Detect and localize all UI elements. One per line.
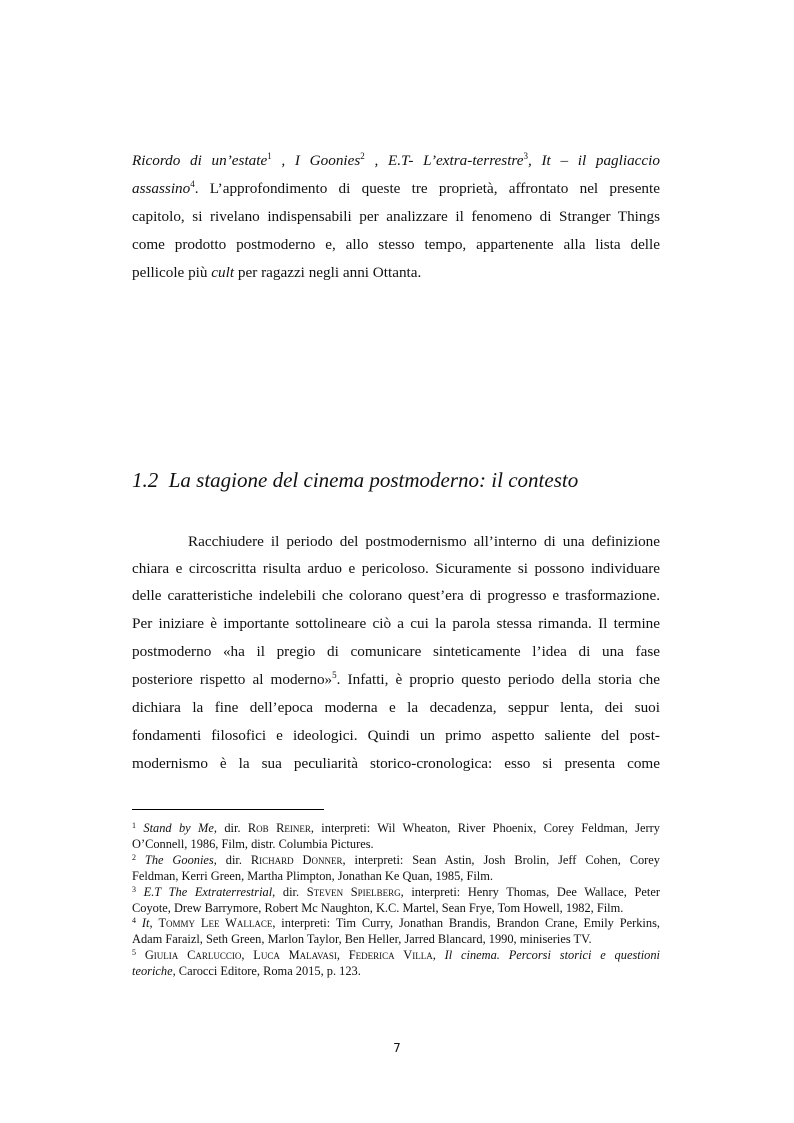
body-line-4: Per iniziare è importante sottolineare ciò a cui la parola stessa rimanda. Il termine <box>132 615 660 632</box>
body-line-1: Racchiudere il periodo del postmodernismo all’interno di una definizione <box>188 533 660 550</box>
body-line-7: dichiara la fine dell’epoca moderna e la decadenza, seppur lenta, dei suoi <box>132 699 660 716</box>
footnote-ref-2[interactable]: 2 <box>360 151 365 161</box>
footnote-rule <box>132 809 324 810</box>
footnote-ref-3[interactable]: 3 <box>523 151 528 161</box>
footnote-2: $^2$ The Goonies, dir. Richard Donner, interpreti: Sean Astin, Josh Brolin, Jeff Cohen, Corey <box>132 853 660 867</box>
section-title: La stagione del cinema postmoderno: il contesto <box>168 468 579 492</box>
footnote-ref-4[interactable]: 4 <box>190 179 195 189</box>
section-number: 1.2 <box>132 468 159 492</box>
footnote-1-line-2: O’Connell, 1986, Film, distr. Columbia Pictures. <box>132 837 374 851</box>
body-line-5: postmoderno «ha il pregio di comunicare sinteticamente l’idea di una fase <box>132 643 660 660</box>
intro-line-2: assassino$^4$. L’approfondimento di queste tre proprietà, affrontato nel presente <box>132 179 660 197</box>
footnote-5: $^5$ Giulia Carluccio, Luca Malavasi, Federica Villa, Il cinema. Percorsi storici e questioni <box>132 948 660 962</box>
body-line-8: fondamenti filosofici e ideologici. Quindi un primo aspetto saliente del post- <box>132 727 660 744</box>
intro-line-5: pellicole più cult per ragazzi negli anni Ottanta. <box>132 264 422 281</box>
footnote-ref-1[interactable]: 1 <box>267 151 272 161</box>
footnote-3: $^3$ E.T The Extraterrestrial, dir. Steven Spielberg, interpreti: Henry Thomas, Dee Wallace, Peter <box>132 885 660 899</box>
footnote-5-line-2: teoriche, Carocci Editore, Roma 2015, p. 123. <box>132 964 361 978</box>
body-line-6: posteriore rispetto al moderno»$^5$. Infatti, è proprio questo periodo della storia che <box>132 670 661 688</box>
footnote-3-line-2: Coyote, Drew Barrymore, Robert Mc Naughton, K.C. Martel, Sean Frye, Tom Howell, 1982, Film. <box>132 901 624 915</box>
intro-line-1: Ricordo di un’estate$^1$ , I Goonies$^2$ , E.T- L’extra-terrestre$^3$, It – il pagliaccio <box>132 151 660 169</box>
intro-line-4: come prodotto postmoderno e, allo stesso tempo, appartenente alla lista delle <box>132 236 660 253</box>
footnote-1: $^1$ Stand by Me, dir. Rob Reiner, interpreti: Wil Wheaton, River Phoenix, Corey Feldman, Jerry <box>132 821 660 835</box>
footnote-4: $^4$ It, Tommy Lee Wallace, interpreti: Tim Curry, Jonathan Brandis, Brandon Crane, Emily Perkins, <box>132 916 660 930</box>
page-number: 7 <box>393 1041 401 1055</box>
body-line-2: chiara e circoscritta risulta arduo e pericoloso. Sicuramente si possono individuare <box>132 560 660 577</box>
intro-line-3: capitolo, si rivelano indispensabili per analizzare il fenomeno di Stranger Things <box>132 208 660 225</box>
footnote-4-line-2: Adam Faraizl, Seth Green, Marlon Taylor, Ben Heller, Jarred Blancard, 1990, miniseries TV. <box>132 932 592 946</box>
footnote-2-line-2: Feldman, Kerri Green, Martha Plimpton, Jonathan Ke Quan, 1985, Film. <box>132 869 493 883</box>
section-heading <box>132 468 578 493</box>
body-line-9: modernismo è la sua peculiarità storico-cronologica: esso si presenta come <box>132 755 660 772</box>
footnote-ref-5[interactable]: 5 <box>332 670 337 680</box>
body-line-3: delle caratteristiche indelebili che colorano quest’era di progresso e trasformazione. <box>132 587 660 604</box>
